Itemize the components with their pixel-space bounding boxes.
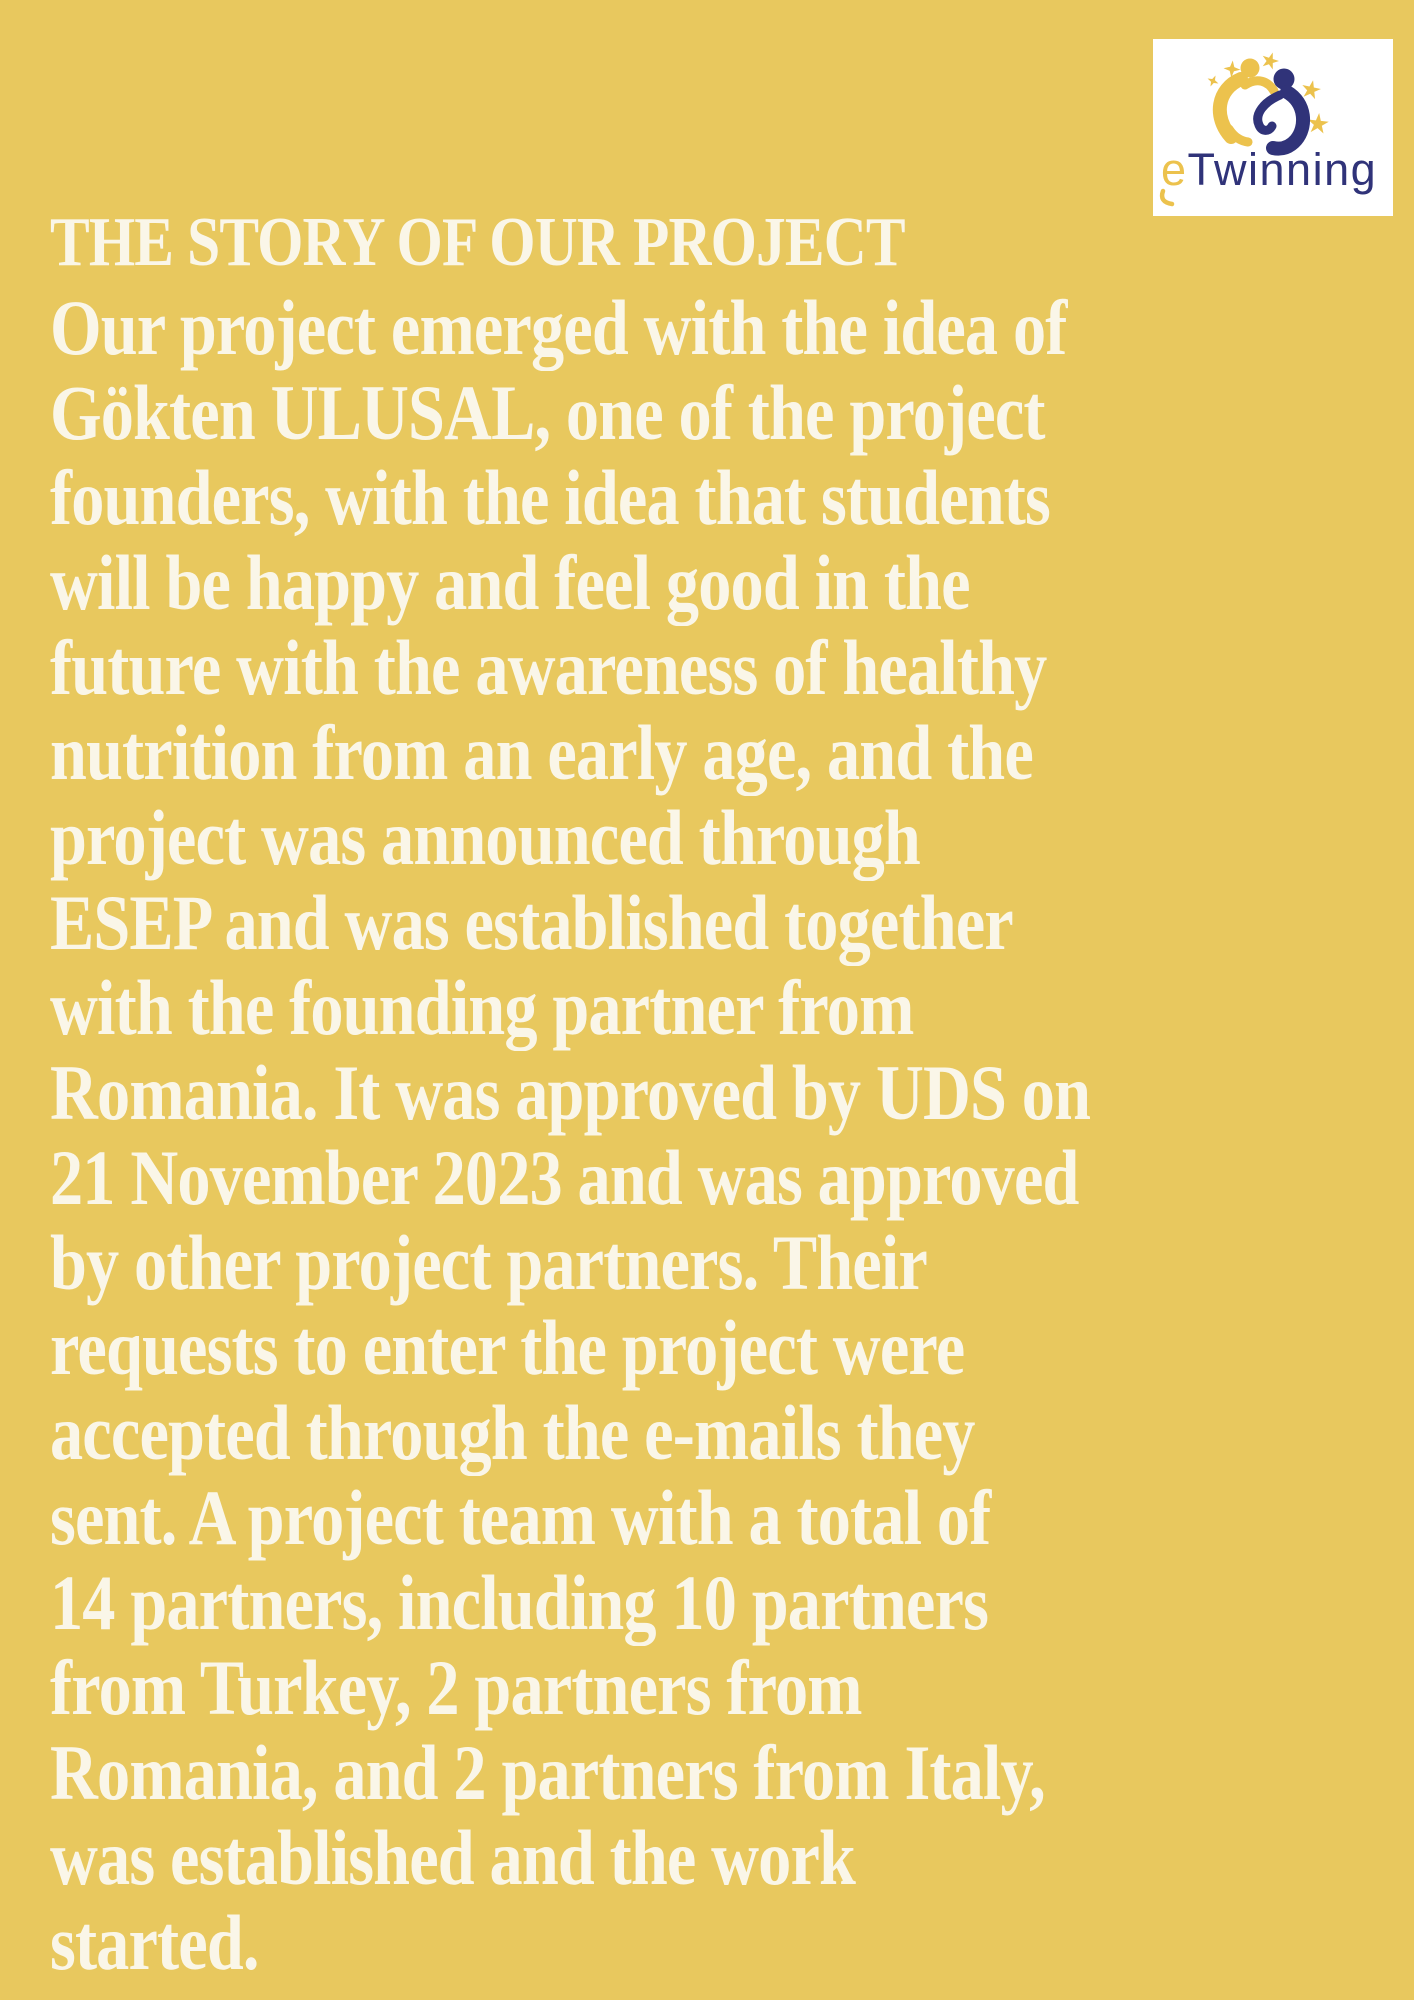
story-line-5: future with the awareness of healthy	[50, 624, 1047, 711]
star-icon	[1260, 50, 1281, 71]
figure-arm	[1258, 95, 1280, 130]
wordmark-twinning: Twinning	[1187, 144, 1378, 195]
story-line-14: accepted through the e-mails they	[50, 1389, 975, 1476]
story-line-19: was established and the work	[50, 1814, 856, 1901]
story-line-3: founders, with the idea that students	[50, 454, 1050, 541]
story-line-13: requests to enter the project were	[50, 1304, 965, 1391]
etwinning-wordmark	[1161, 144, 1377, 204]
story-line-17: from Turkey, 2 partners from	[50, 1644, 862, 1731]
story-line-11: 21 November 2023 and was approved	[50, 1134, 1079, 1221]
etwinning-logo	[1153, 39, 1393, 216]
story-line-16: 14 partners, including 10 partners	[50, 1559, 989, 1646]
story-line-15: sent. A project team with a total of	[50, 1474, 991, 1561]
story-line-8: ESEP and was established together	[50, 879, 1013, 966]
svg-text:eTwinning	[1161, 144, 1377, 195]
story-line-18: Romania, and 2 partners from Italy,	[50, 1729, 1045, 1816]
story-text-block	[50, 200, 1160, 1985]
figure-arm	[1245, 81, 1274, 91]
star-icon	[1205, 73, 1221, 89]
wordmark-e: e	[1161, 144, 1188, 195]
story-line-12: by other project partners. Their	[50, 1219, 927, 1306]
story-line-2: Gökten ULUSAL, one of the project	[50, 369, 1045, 456]
story-line-1: Our project emerged with the idea of	[50, 284, 1067, 371]
star-icon	[1307, 112, 1330, 134]
story-line-7: project was announced through	[50, 794, 920, 881]
story-line-20: started.	[50, 1899, 259, 1986]
story-line-4: will be happy and feel good in the	[50, 539, 970, 626]
story-title: THE STORY OF OUR PROJECT	[50, 204, 905, 281]
story-line-10: Romania. It was approved by UDS on	[50, 1049, 1091, 1136]
star-icon	[1300, 78, 1322, 100]
story-line-6: nutrition from an early age, and the	[50, 709, 1033, 796]
story-line-9: with the founding partner from	[50, 964, 914, 1051]
